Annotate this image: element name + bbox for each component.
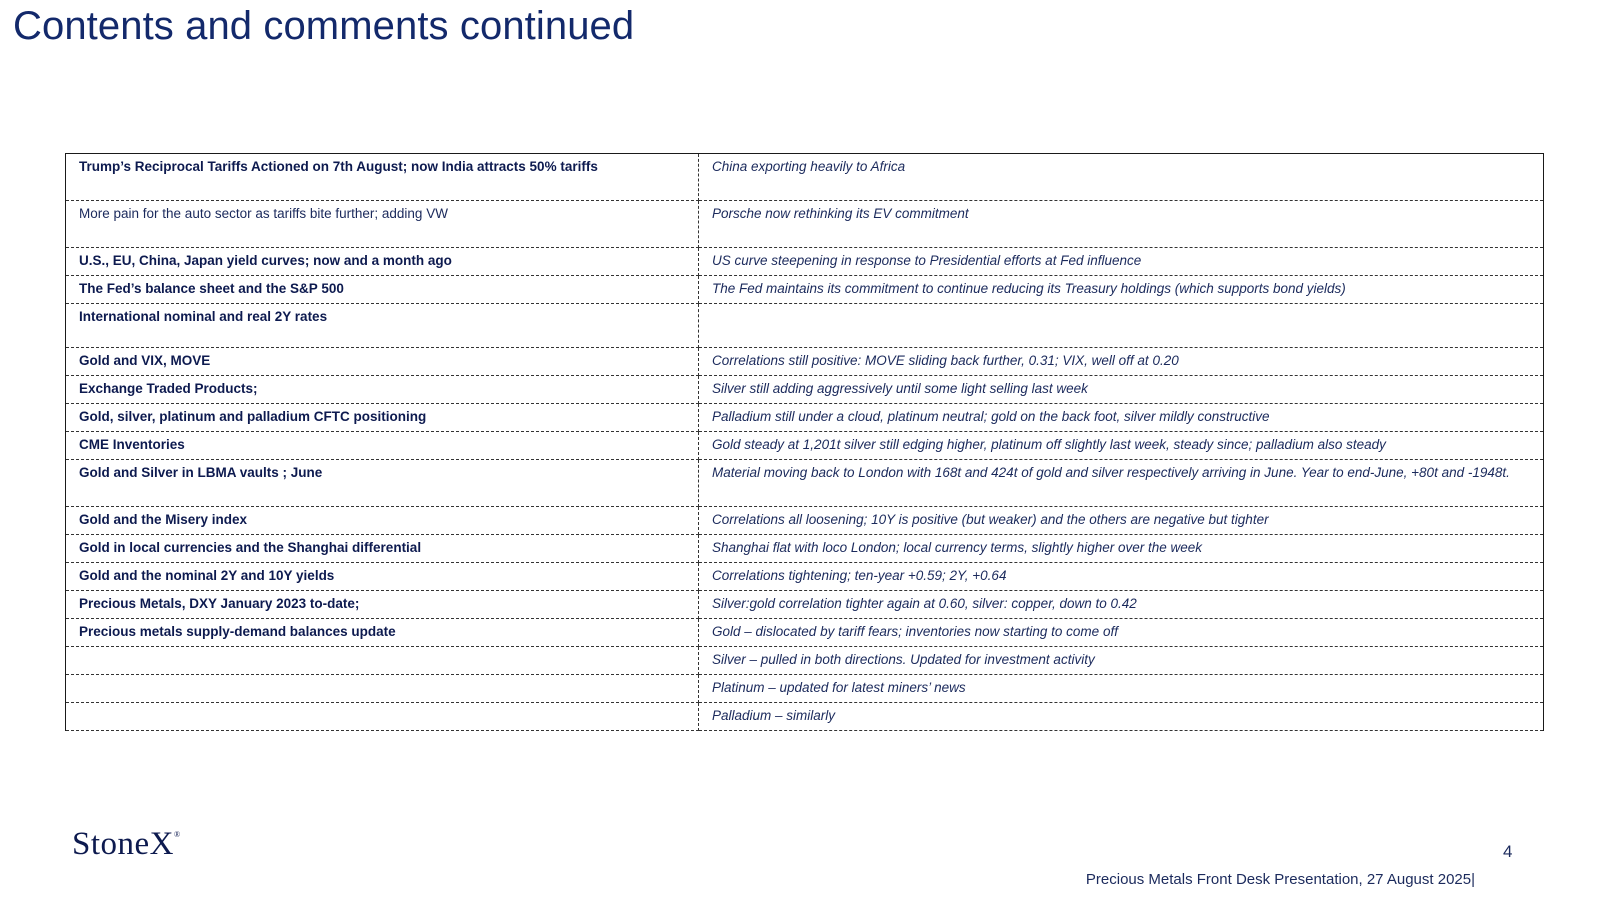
table-row xyxy=(66,348,1544,376)
footer-text: Precious Metals Front Desk Presentation, 27 August 2025| xyxy=(1085,871,1475,888)
topic-cell: Precious metals supply-demand balances update xyxy=(66,619,699,647)
table-row xyxy=(66,404,1544,432)
comment-cell: Shanghai flat with loco London; local currency terms, slightly higher over the week xyxy=(699,535,1544,563)
comment-cell: US curve steepening in response to Presidential efforts at Fed influence xyxy=(699,248,1544,276)
table-row xyxy=(66,376,1544,404)
table-row xyxy=(66,591,1544,619)
comment-cell: Gold – dislocated by tariff fears; inventories now starting to come off xyxy=(699,619,1544,647)
table-row xyxy=(66,619,1544,647)
logo-text: StoneX xyxy=(72,826,174,862)
comment-cell: Gold steady at 1,201t silver still edging higher, platinum off slightly last week, steady since; palladium also steady xyxy=(699,432,1544,460)
comment-cell: Correlations still positive: MOVE sliding back further, 0.31; VIX, well off at 0.20 xyxy=(699,348,1544,376)
stonex-logo xyxy=(72,826,181,863)
table-row xyxy=(66,703,1544,731)
table-row xyxy=(66,276,1544,304)
topic-cell xyxy=(66,675,699,703)
table-row xyxy=(66,507,1544,535)
table-row xyxy=(66,563,1544,591)
table-row xyxy=(66,154,1544,201)
topic-cell: Trump’s Reciprocal Tariffs Actioned on 7th August; now India attracts 50% tariffs xyxy=(66,154,699,201)
comment-cell: Correlations all loosening; 10Y is positive (but weaker) and the others are negative but tighter xyxy=(699,507,1544,535)
contents-table xyxy=(65,153,1543,731)
topic-cell: More pain for the auto sector as tariffs bite further; adding VW xyxy=(66,201,699,248)
table-row xyxy=(66,535,1544,563)
topic-cell: Gold in local currencies and the Shanghai differential xyxy=(66,535,699,563)
comment-cell: Material moving back to London with 168t and 424t of gold and silver respectively arriving in June. Year to end-June, +80t and -1948t. xyxy=(699,460,1544,507)
table-row xyxy=(66,304,1544,348)
comment-cell: Correlations tightening; ten-year +0.59; 2Y, +0.64 xyxy=(699,563,1544,591)
comment-cell: The Fed maintains its commitment to continue reducing its Treasury holdings (which supports bond yields) xyxy=(699,276,1544,304)
comment-cell: Silver – pulled in both directions. Updated for investment activity xyxy=(699,647,1544,675)
topic-cell xyxy=(66,703,699,731)
slide-title: Contents and comments continued xyxy=(13,4,635,48)
topic-cell: Exchange Traded Products; xyxy=(66,376,699,404)
topic-cell: Gold and the Misery index xyxy=(66,507,699,535)
page-number: 4 xyxy=(1503,842,1513,861)
registered-mark: ® xyxy=(174,830,181,839)
comment-cell: China exporting heavily to Africa xyxy=(699,154,1544,201)
table-row xyxy=(66,201,1544,248)
comment-cell: Palladium still under a cloud, platinum neutral; gold on the back foot, silver mildly constructive xyxy=(699,404,1544,432)
comment-cell xyxy=(699,304,1544,348)
topic-cell: International nominal and real 2Y rates xyxy=(66,304,699,348)
table-row xyxy=(66,647,1544,675)
topic-cell: Precious Metals, DXY January 2023 to-date; xyxy=(66,591,699,619)
topic-cell: Gold and the nominal 2Y and 10Y yields xyxy=(66,563,699,591)
topic-cell: U.S., EU, China, Japan yield curves; now and a month ago xyxy=(66,248,699,276)
topic-cell: CME Inventories xyxy=(66,432,699,460)
comment-cell: Silver still adding aggressively until some light selling last week xyxy=(699,376,1544,404)
comment-cell: Silver:gold correlation tighter again at 0.60, silver: copper, down to 0.42 xyxy=(699,591,1544,619)
topic-cell xyxy=(66,647,699,675)
topic-cell: Gold and Silver in LBMA vaults ; June xyxy=(66,460,699,507)
topic-cell: Gold, silver, platinum and palladium CFTC positioning xyxy=(66,404,699,432)
table-row xyxy=(66,460,1544,507)
comment-cell: Porsche now rethinking its EV commitment xyxy=(699,201,1544,248)
comment-cell: Palladium – similarly xyxy=(699,703,1544,731)
comment-cell: Platinum – updated for latest miners’ news xyxy=(699,675,1544,703)
table-row xyxy=(66,432,1544,460)
topic-cell: The Fed’s balance sheet and the S&P 500 xyxy=(66,276,699,304)
topic-cell: Gold and VIX, MOVE xyxy=(66,348,699,376)
table-row xyxy=(66,675,1544,703)
table-row xyxy=(66,248,1544,276)
